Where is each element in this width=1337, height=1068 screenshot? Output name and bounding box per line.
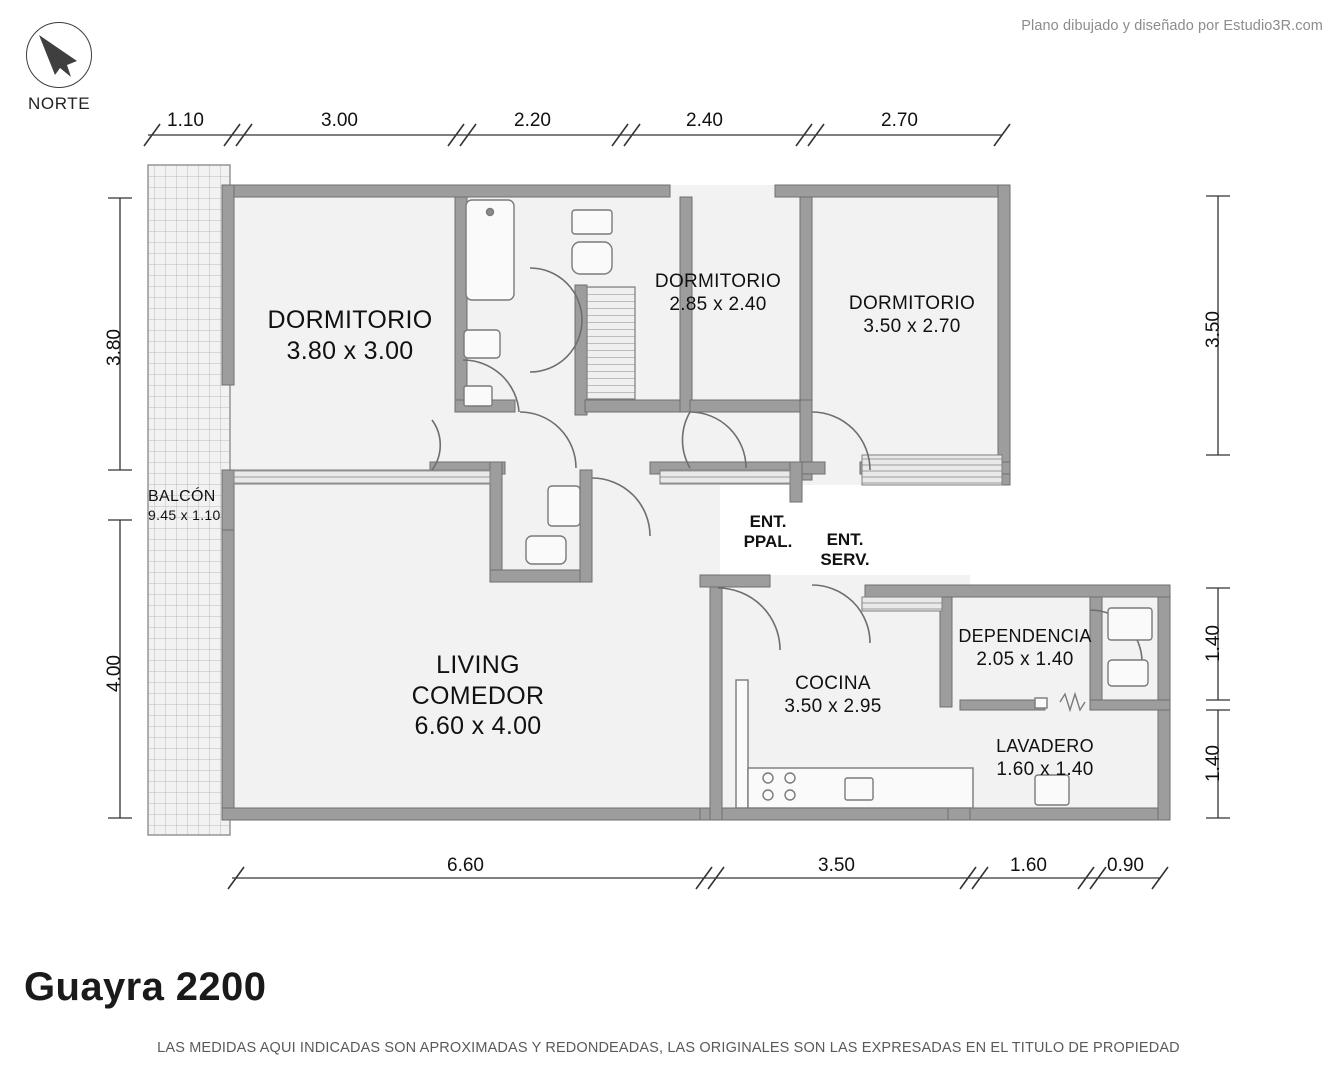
ent-line-2: SERV. (820, 549, 870, 569)
dim-bottom-3: 1.60 (1010, 855, 1047, 876)
room-dims: 6.60 x 4.00 (414, 712, 542, 740)
credit-text: Plano dibujado y diseñado por Estudio3R.com (1021, 18, 1323, 34)
dim-right-2: 1.40 (1203, 625, 1224, 662)
room-dims: 3.50 x 2.70 (863, 316, 961, 338)
dim-right-1: 3.50 (1203, 311, 1224, 348)
dim-bottom-4: 0.90 (1107, 855, 1144, 876)
dim-top-4: 2.40 (686, 110, 723, 131)
room-dims: 1.60 x 1.40 (996, 758, 1094, 780)
room-label-dependencia (930, 626, 1120, 671)
room-label-cocina (733, 672, 933, 718)
room-label-living-comedor (378, 650, 578, 742)
dim-top-1: 1.10 (167, 110, 204, 131)
dim-left-2: 4.00 (104, 655, 125, 692)
room-dims: 3.50 x 2.95 (784, 696, 882, 718)
dim-left-1: 3.80 (104, 329, 125, 366)
room-label-dormitorio-3 (812, 292, 1012, 338)
dim-bottom-2: 3.50 (818, 855, 855, 876)
room-dims: 9.45 x 1.10 (148, 506, 221, 523)
room-name: DEPENDENCIA (958, 626, 1092, 646)
room-name: LIVING (436, 651, 520, 679)
room-name: DORMITORIO (267, 306, 433, 334)
dim-top-5: 2.70 (881, 110, 918, 131)
ent-line-1: ENT. (749, 512, 787, 531)
room-name: DORMITORIO (654, 271, 782, 292)
room-dims: 3.80 x 3.00 (286, 336, 414, 365)
dim-bottom-1: 6.60 (447, 855, 484, 876)
room-label-balcon (148, 487, 298, 524)
room-label-dormitorio-1 (250, 305, 450, 366)
ent-line-2: PPAL. (743, 531, 793, 551)
room-dims: 2.85 x 2.40 (669, 294, 767, 316)
room-name-2: COMEDOR (411, 681, 545, 710)
ent-line-1: ENT. (826, 530, 864, 549)
page-title: Guayra 2200 (24, 965, 267, 1009)
room-name: DORMITORIO (848, 293, 976, 314)
footer-note: LAS MEDIDAS AQUI INDICADAS SON APROXIMADAS Y REDONDEADAS, LAS ORIGINALES SON LAS EXPRESADAS EN EL TITULO DE PROPIEDAD (157, 1040, 1180, 1056)
room-label-lavadero (955, 736, 1135, 781)
room-dims: 2.05 x 1.40 (976, 648, 1074, 670)
dim-top-3: 2.20 (514, 110, 551, 131)
entrance-label-servicio (800, 530, 890, 569)
room-label-dormitorio-2 (618, 270, 818, 316)
compass-label: NORTE (28, 94, 91, 113)
room-name: LAVADERO (996, 736, 1094, 756)
room-name: BALCÓN (148, 488, 216, 505)
room-name: COCINA (795, 673, 871, 694)
dim-top-2: 3.00 (321, 110, 358, 131)
dim-right-3: 1.40 (1203, 745, 1224, 782)
